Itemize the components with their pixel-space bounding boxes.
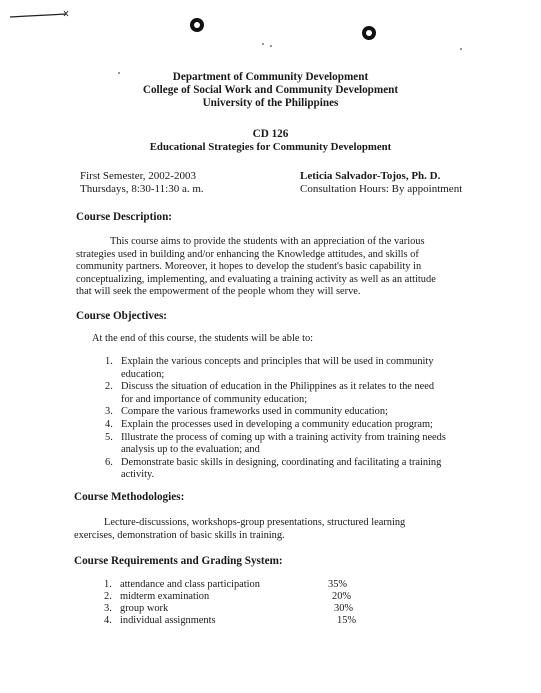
methodologies-paragraph bbox=[74, 517, 474, 542]
scan-speck bbox=[262, 43, 264, 45]
list-item: 6. Demonstrate basic skills in designing, coordinating and facilitating a training activity. bbox=[105, 456, 442, 481]
grading-row: 4. individual assignments 15% bbox=[104, 615, 357, 626]
description-line: conceptualizing, implementing, and evaluating a training activity as well as an attitude bbox=[76, 273, 436, 285]
methodologies-line: exercises, demonstration of basic skills in training. bbox=[74, 529, 285, 541]
list-item: 4. Explain the processes used in developing a community education program; bbox=[105, 418, 433, 430]
grading-percent: 20% bbox=[332, 591, 352, 602]
scan-speck bbox=[460, 48, 462, 50]
college-name: College of Social Work and Community Development bbox=[142, 84, 399, 96]
grading-list bbox=[104, 579, 364, 635]
description-paragraph bbox=[76, 236, 476, 299]
grading-row: 1. attendance and class participation 35% bbox=[104, 579, 348, 590]
objectives-list bbox=[105, 356, 485, 482]
punch-hole-right bbox=[362, 26, 376, 40]
description-heading: Course Description: bbox=[76, 211, 173, 223]
grading-percent: 30% bbox=[334, 603, 354, 614]
list-item: 2. Discuss the situation of education in the Philippines as it relates to the need for and importance of community education; bbox=[105, 381, 435, 405]
department-name: Department of Community Development bbox=[172, 71, 369, 83]
punch-hole-left bbox=[190, 18, 204, 32]
pen-mark bbox=[8, 10, 72, 20]
list-item: 5. Illustrate the process of coming up with a training activity from training needs analysis up to the evaluation; and bbox=[105, 431, 446, 456]
course-code: CD 126 bbox=[252, 128, 289, 140]
instructor-name: Leticia Salvador-Tojos, Ph. D. bbox=[300, 170, 441, 182]
consultation-hours: Consultation Hours: By appointment bbox=[300, 183, 463, 195]
description-line: community partners. Moreover, it hopes to develop the student's basic capability in bbox=[76, 261, 422, 273]
grading-row: 2. midterm examination 20% bbox=[104, 591, 352, 602]
class-schedule: Thursdays, 8:30-11:30 a. m. bbox=[80, 183, 204, 195]
description-line: that will seek the empowerment of the people whom they will serve. bbox=[76, 286, 361, 298]
list-item: 3. Compare the various frameworks used in community education; bbox=[105, 406, 388, 418]
methodologies-heading: Course Methodologies: bbox=[74, 491, 185, 503]
university-name: University of the Philippines bbox=[202, 97, 339, 109]
objectives-intro: At the end of this course, the students will be able to: bbox=[92, 333, 314, 344]
description-line: strategies used in building and/or enhancing the Knowledge attitudes, and skills of bbox=[76, 248, 419, 260]
semester: First Semester, 2002-2003 bbox=[80, 170, 196, 182]
objectives-heading: Course Objectives: bbox=[76, 310, 168, 322]
grading-heading: Course Requirements and Grading System: bbox=[74, 555, 283, 567]
list-item: 1. Explain the various concepts and principles that will be used in community education; bbox=[105, 356, 434, 380]
scan-speck bbox=[270, 45, 272, 47]
course-title: Educational Strategies for Community Development bbox=[149, 141, 392, 153]
description-line: This course aims to provide the students with an appreciation of the various bbox=[110, 236, 425, 247]
grading-percent: 15% bbox=[337, 615, 357, 626]
grading-row: 3. group work 30% bbox=[104, 603, 354, 614]
methodologies-line: Lecture-discussions, workshops-group presentations, structured learning bbox=[104, 517, 406, 528]
grading-percent: 35% bbox=[328, 579, 348, 590]
